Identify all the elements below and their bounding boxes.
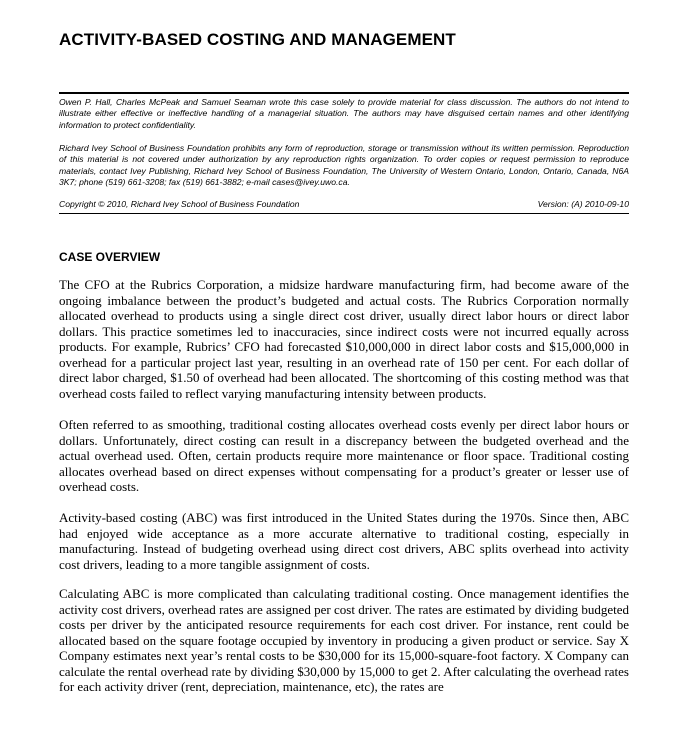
authors-note: Owen P. Hall, Charles McPeak and Samuel Seaman wrote this case solely to provide material for class discussion. The authors do not intend to illustrate either effective or ineffective handling of a managerial situation. The authors may have disguised certain names and other identifying information to protect confidentiality. xyxy=(59,97,629,130)
body-paragraph: Often referred to as smoothing, traditional costing allocates overhead costs evenly per direct labor hours or dollars. Unfortunately, direct costing can result in a discrepancy between the budgeted overhead and the actual overhead used. Often, certain products require more maintenance or floor space. Traditional costing allocates overhead based on direct expenses without compensating for a product’s greater or lesser use of overhead costs. xyxy=(59,417,629,494)
copyright-text: Copyright © 2010, Richard Ivey School of Business Foundation xyxy=(59,199,300,209)
version-text: Version: (A) 2010-09-10 xyxy=(537,199,629,209)
document-title: ACTIVITY-BASED COSTING AND MANAGEMENT xyxy=(59,30,456,49)
copyright-line xyxy=(59,199,629,210)
section-heading: CASE OVERVIEW xyxy=(59,250,161,264)
footer-rule xyxy=(59,213,629,214)
permission-note: Richard Ivey School of Business Foundation prohibits any form of reproduction, storage or transmission without its written permission. Reproduction of this material is not covered under authorization by any reproduction rights organization. To order copies or request permission to reproduce materials, contact Ivey Publishing, Richard Ivey School of Business Foundation, The University of Western Ontario, London, Ontario, Canada, N6A 3K7; phone (519) 661-3208; fax (519) 661-3882; e-mail cases@ivey.uwo.ca. xyxy=(59,143,629,187)
body-paragraph: The CFO at the Rubrics Corporation, a midsize hardware manufacturing firm, had become aware of the ongoing imbalance between the product’s budgeted and actual costs. The Rubrics Corporation normally allocated overhead to products using a single direct cost driver, usually direct labor hours or direct labor dollars. This practice sometimes led to inaccuracies, since indirect costs were not incurred equally across products. For example, Rubrics’ CFO had forecasted $10,000,000 in direct labor costs and $15,000,000 in overhead for a particular project last year, resulting in an overhead rate of 150 per cent. For each dollar of direct labor charged, $1.50 of overhead had been allocated. The shortcoming of this costing method was that overhead costs failed to reflect varying manufacturing intensity between products. xyxy=(59,277,629,401)
body-paragraph: Activity-based costing (ABC) was first introduced in the United States during the 1970s. Since then, ABC had enjoyed wide acceptance as a more accurate alternative to traditional costing, especially in manufacturing. Instead of budgeting overhead using direct cost drivers, ABC splits overhead into activity cost drivers, leading to a more tangible assignment of costs. xyxy=(59,510,629,572)
body-paragraph: Calculating ABC is more complicated than calculating traditional costing. Once management identifies the activity cost drivers, overhead rates are assigned per cost driver. The rates are estimated by dividing budgeted costs per driver by the anticipated resource requirements for each cost driver. For instance, rent could be allocated based on the square footage occupied by inventory in producing a given product or service. Say X Company estimates next year’s rental costs to be $30,000 for its 15,000-square-foot factory. X Company can calculate the rental overhead rate by dividing $30,000 by 15,000 to get 2. After calculating the overhead rates for each activity driver (rent, depreciation, maintenance, etc), the rates are xyxy=(59,586,629,694)
header-rule xyxy=(59,92,629,94)
